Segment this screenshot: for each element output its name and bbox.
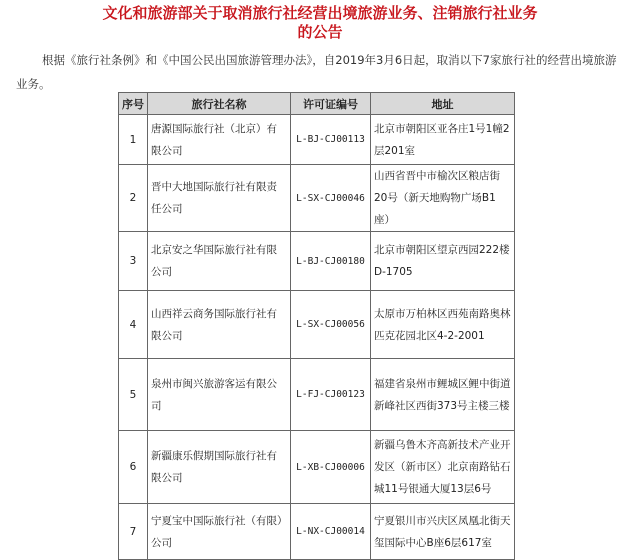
agency-name-cell: 北京安之华国际旅行社有限公司 [148, 232, 291, 291]
license-cell: L-BJ-CJ00180 [291, 232, 371, 291]
title-line-1: 文化和旅游部关于取消旅行社经营出境旅游业务、注销旅行社业务 [102, 4, 538, 22]
agency-name-cell: 新疆康乐假期国际旅行社有限公司 [148, 431, 291, 504]
page-title [0, 4, 640, 42]
serial-cell: 1 [119, 115, 148, 165]
serial-cell: 7 [119, 504, 148, 560]
title-line-2: 的公告 [297, 23, 343, 41]
header-license-number: 许可证编号 [291, 93, 371, 115]
table-row [119, 359, 515, 431]
agency-name-cell: 唐源国际旅行社（北京）有限公司 [148, 115, 291, 165]
serial-cell: 4 [119, 291, 148, 359]
table-row [119, 165, 515, 232]
header-agency-name: 旅行社名称 [148, 93, 291, 115]
address-cell: 山西省晋中市榆次区粮店街20号（新天地购物广场B1座） [371, 165, 515, 232]
agency-table [118, 92, 515, 560]
agency-name-cell: 泉州市闽兴旅游客运有限公司 [148, 359, 291, 431]
license-cell: L-NX-CJ00014 [291, 504, 371, 560]
header-serial: 序号 [119, 93, 148, 115]
serial-cell: 2 [119, 165, 148, 232]
table-row [119, 504, 515, 560]
license-cell: L-BJ-CJ00113 [291, 115, 371, 165]
table-row [119, 291, 515, 359]
serial-cell: 3 [119, 232, 148, 291]
agency-name-cell: 山西祥云商务国际旅行社有限公司 [148, 291, 291, 359]
table-row [119, 115, 515, 165]
intro-paragraph: 根据《旅行社条例》和《中国公民出国旅游管理办法》，自2019年3月6日起，取消以下7家旅行社的经营出境旅游业务。 [16, 53, 617, 91]
license-cell: L-FJ-CJ00123 [291, 359, 371, 431]
agency-name-cell: 晋中大地国际旅行社有限责任公司 [148, 165, 291, 232]
license-cell: L-XB-CJ00006 [291, 431, 371, 504]
address-cell: 北京市朝阳区亚各庄1号1幢2层201室 [371, 115, 515, 165]
license-cell: L-SX-CJ00056 [291, 291, 371, 359]
address-cell: 福建省泉州市鲤城区鲤中街道新峰社区西街373号主楼三楼 [371, 359, 515, 431]
serial-cell: 6 [119, 431, 148, 504]
serial-cell: 5 [119, 359, 148, 431]
address-cell: 宁夏银川市兴庆区凤凰北街天玺国际中心B座6层617室 [371, 504, 515, 560]
agency-name-cell: 宁夏宝中国际旅行社（有限）公司 [148, 504, 291, 560]
address-cell: 太原市万柏林区西苑南路奥林匹克花园北区4-2-2001 [371, 291, 515, 359]
table-row [119, 232, 515, 291]
table-row [119, 431, 515, 504]
table-header-row [119, 93, 515, 115]
header-address: 地址 [371, 93, 515, 115]
address-cell: 北京市朝阳区望京西园222楼D-1705 [371, 232, 515, 291]
address-cell: 新疆乌鲁木齐高新技术产业开发区（新市区）北京南路钻石城11号银通大厦13层6号 [371, 431, 515, 504]
license-cell: L-SX-CJ00046 [291, 165, 371, 232]
